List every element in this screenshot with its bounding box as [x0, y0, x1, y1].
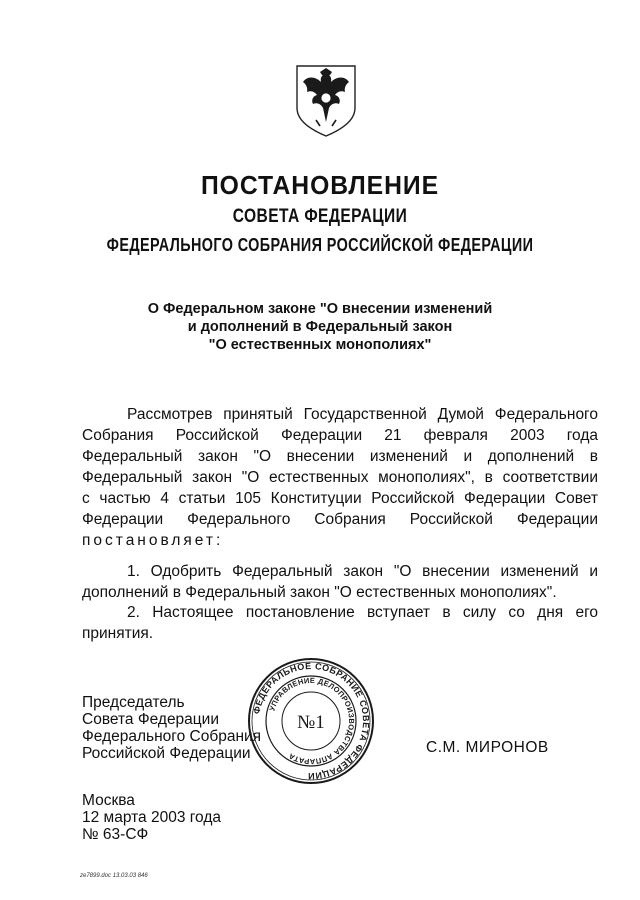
stamp-outer-text: ФЕДЕРАЛЬНОЕ СОБРАНИЕ СОВЕТА ФЕДЕРАЦИИ [251, 660, 372, 782]
signature-title-line: Российской Федерации [82, 745, 251, 762]
file-reference: ze7899.doc 13.03.03 846 [80, 873, 148, 879]
paragraph-preamble [82, 404, 598, 551]
subject-line: и дополнений в Федеральный закон [187, 319, 453, 335]
paragraph-line: Федеральный закон "О естественных монополиях", в соответствии [82, 469, 598, 486]
paragraph-line: 2. Настоящее постановление вступает в силу со дня его [127, 604, 598, 621]
paragraph-line: с частью 4 статьи 105 Конституции Российской Федерации Совет [82, 490, 598, 507]
document-subject [0, 300, 640, 354]
issuer-line-1: СОВЕТА ФЕДЕРАЦИИ [232, 206, 408, 227]
paragraph-line: дополнений в Федеральный закон "О естественных монополиях". [82, 584, 557, 601]
paragraph-line: Рассмотрев принятый Государственной Думой Федерального [127, 406, 598, 423]
stamp-number: №1 [297, 712, 325, 733]
stamp-inner-text: УПРАВЛЕНИЕ ДЕЛОПРОИЗВОДСТВА АППАРАТА [267, 675, 357, 767]
paragraph-line: Федерации Федерального Собрания Российской Федерации [82, 511, 598, 528]
issuer-line-2: ФЕДЕРАЛЬНОГО СОБРАНИЯ РОССИЙСКОЙ ФЕДЕРАЦИИ [106, 235, 534, 255]
signature-title-line: Федерального Собрания [82, 728, 262, 745]
place-and-date [82, 792, 221, 843]
paragraph-line: принятия. [82, 625, 154, 642]
official-seal-stamp [246, 656, 376, 786]
paragraph-line-resolves: постановляет: [82, 532, 224, 549]
russian-coat-of-arms-icon [291, 62, 361, 138]
paragraph-item-2 [82, 602, 598, 644]
place: Москва [82, 792, 135, 809]
document-title: ПОСТАНОВЛЕНИЕ [200, 170, 440, 200]
paragraph-line: Собрания Российской Федерации 21 февраля 2003 года [82, 427, 598, 444]
document-number: № 63-СФ [82, 826, 149, 843]
paragraph-item-1 [82, 561, 598, 603]
signature-block [82, 694, 261, 762]
paragraph-line: 1. Одобрить Федеральный закон "О внесении изменений и [127, 563, 598, 580]
paragraph-line: Федеральный закон "О внесении изменений и дополнений в [82, 448, 598, 465]
subject-line: О Федеральном законе "О внесении изменений [147, 301, 493, 317]
signature-title-line: Председатель [82, 694, 185, 711]
date: 12 марта 2003 года [82, 809, 222, 826]
signature-title-line: Совета Федерации [82, 711, 219, 728]
signer-name: С.М. МИРОНОВ [426, 739, 549, 756]
subject-line: "О естественных монополиях" [208, 337, 432, 353]
